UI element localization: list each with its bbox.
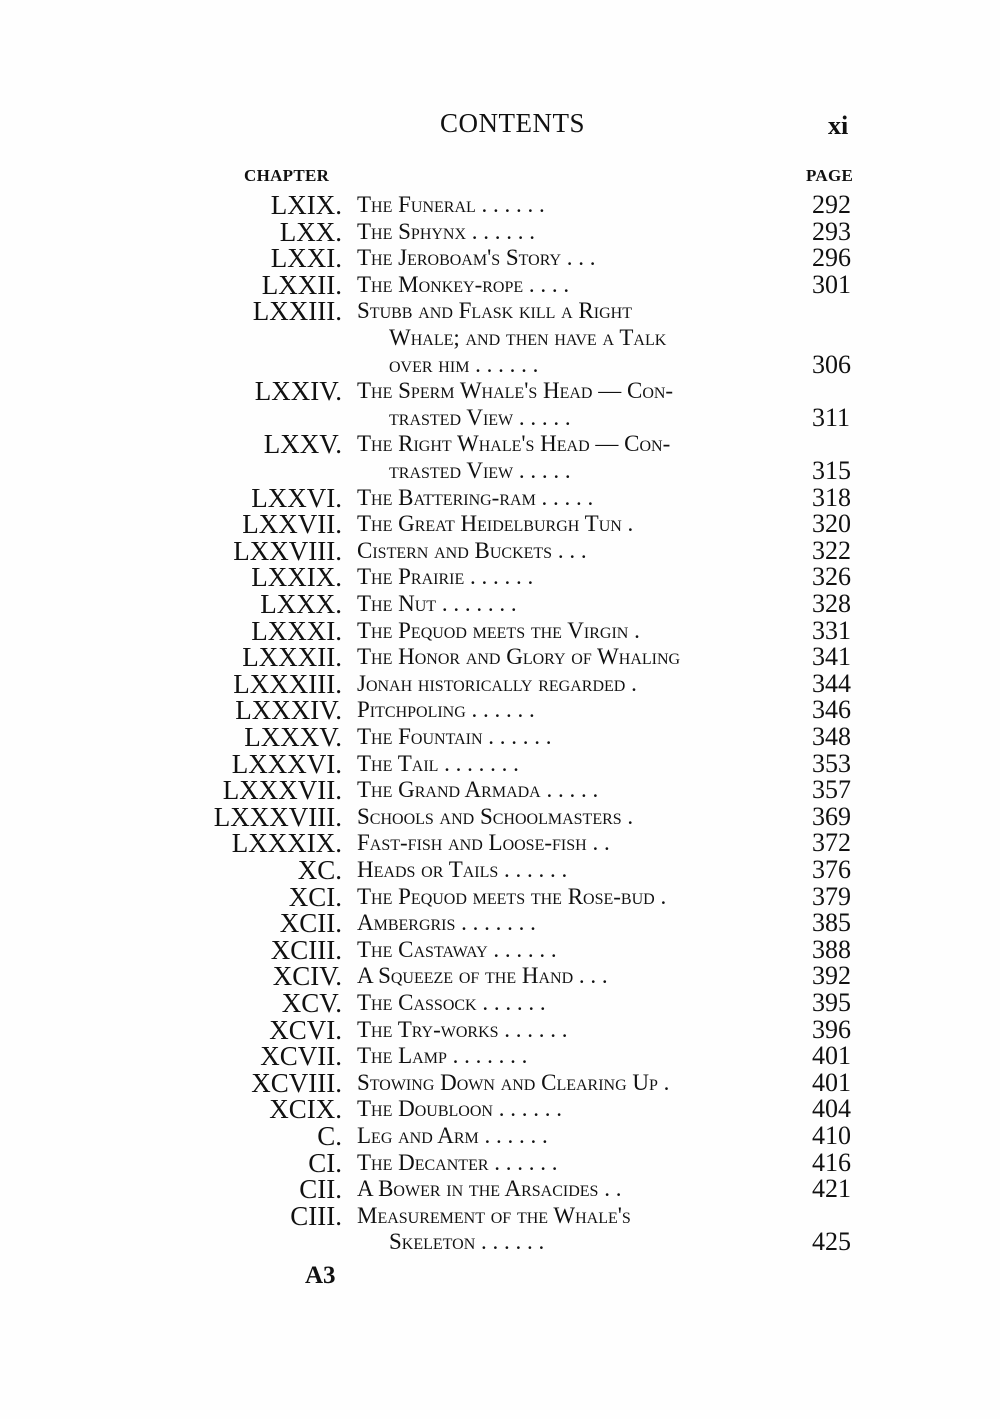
chapter-title[interactable]: trasted View . . . . . — [389, 458, 571, 483]
toc-line — [0, 1095, 1000, 1123]
page-ref: 395 — [812, 988, 851, 1017]
toc-line — [0, 617, 1000, 645]
page-ref: 425 — [812, 1227, 851, 1257]
toc-line — [0, 1228, 1000, 1256]
chapter-title[interactable]: The Sperm Whale's Head — Con- — [357, 378, 674, 404]
chapter-number: LXXIII. — [252, 296, 342, 327]
chapter-title[interactable]: Stowing Down and Clearing Up . — [357, 1069, 670, 1095]
chapter-number: XC. — [297, 855, 342, 885]
toc-line — [0, 324, 1000, 352]
toc-line — [0, 1042, 1000, 1070]
chapter-title[interactable]: Pitchpoling . . . . . . — [357, 697, 535, 723]
chapter-title[interactable]: Ambergris . . . . . . . — [357, 910, 536, 936]
chapter-number: LXXVII. — [242, 509, 342, 540]
chapter-title[interactable]: Stubb and Flask kill a Right — [357, 298, 632, 324]
running-head: CONTENTS — [440, 108, 585, 138]
chapter-title[interactable]: The Castaway . . . . . . — [357, 936, 557, 962]
chapter-number: LXXXV. — [244, 722, 342, 752]
page-ref: 296 — [812, 243, 851, 273]
page-ref: 401 — [812, 1067, 851, 1097]
page-ref: 306 — [812, 349, 851, 379]
chapter-number: LXXV. — [263, 429, 342, 460]
chapter-title[interactable]: The Honor and Glory of Whaling — [357, 644, 681, 670]
chapter-number: LXXIV. — [254, 376, 342, 407]
chapter-title[interactable]: The Monkey-rope . . . . — [357, 271, 570, 297]
toc-line — [0, 1202, 1000, 1230]
page-ref: 292 — [812, 190, 851, 219]
page-ref: 392 — [812, 961, 851, 991]
page-ref: 369 — [812, 801, 851, 831]
toc-line — [0, 776, 1000, 804]
page-ref: 311 — [812, 402, 851, 432]
toc-line — [0, 377, 1000, 405]
chapter-number: XCVII. — [260, 1041, 342, 1072]
chapter-number: LXXVI. — [251, 482, 342, 513]
page-ref: 376 — [812, 855, 851, 884]
page-ref: 385 — [812, 908, 851, 938]
page-number: xi — [828, 111, 849, 140]
chapter-title[interactable]: Skeleton . . . . . . — [389, 1229, 545, 1255]
toc-line — [0, 803, 1000, 831]
page-ref: 357 — [812, 775, 851, 805]
chapter-title[interactable]: over him . . . . . . — [389, 351, 539, 377]
chapter-column-label: CHAPTER — [244, 166, 330, 185]
page-ref: 328 — [812, 589, 851, 618]
chapter-number: XCIII. — [270, 934, 342, 965]
chapter-number: LXXXIX. — [231, 828, 342, 859]
toc-line — [0, 430, 1000, 458]
toc-line — [0, 1175, 1000, 1203]
chapter-title[interactable]: The Decanter . . . . . . — [357, 1149, 558, 1175]
chapter-number: LXXII. — [261, 269, 342, 300]
chapter-number: XCV. — [281, 988, 342, 1018]
toc-line — [0, 1069, 1000, 1097]
toc-line — [0, 643, 1000, 671]
chapter-title[interactable]: Heads or Tails . . . . . . — [357, 857, 568, 882]
chapter-title[interactable]: The Try-works . . . . . . — [357, 1016, 568, 1042]
toc-line — [0, 297, 1000, 325]
chapter-number: C. — [317, 1121, 342, 1151]
toc-line — [0, 670, 1000, 698]
chapter-number: LXXXIII. — [233, 668, 342, 699]
page-ref: 404 — [812, 1094, 851, 1124]
toc-line — [0, 829, 1000, 857]
printer-signature: A3 — [305, 1262, 336, 1289]
toc-line — [0, 218, 1000, 246]
page-ref: 331 — [812, 615, 851, 645]
toc-line — [0, 590, 1000, 618]
page-column-label: PAGE — [806, 166, 854, 185]
chapter-number: LXXIX. — [251, 562, 342, 593]
page-ref: 388 — [812, 934, 851, 964]
chapter-title[interactable]: Jonah historically regarded . — [357, 670, 637, 696]
page-ref: 318 — [812, 482, 851, 512]
chapter-title[interactable]: The Nut . . . . . . . — [357, 591, 517, 616]
chapter-title[interactable]: The Prairie . . . . . . — [357, 564, 534, 590]
chapter-number: XCVIII. — [251, 1067, 342, 1098]
page-ref: 348 — [812, 722, 851, 751]
toc-line — [0, 351, 1000, 379]
chapter-title[interactable]: The Right Whale's Head — Con- — [357, 431, 671, 457]
chapter-title[interactable]: Cistern and Buckets . . . — [357, 537, 587, 563]
toc-line — [0, 723, 1000, 751]
toc-line — [0, 563, 1000, 591]
page-ref: 416 — [812, 1147, 851, 1177]
toc-line — [0, 962, 1000, 990]
toc-line — [0, 1122, 1000, 1150]
chapter-number: XCVI. — [269, 1014, 342, 1045]
page-ref: 326 — [812, 562, 851, 592]
chapter-number: XCIV. — [272, 961, 342, 992]
page-ref: 293 — [812, 216, 851, 246]
chapter-title[interactable]: The Cassock . . . . . . — [357, 990, 546, 1015]
toc-line — [0, 271, 1000, 299]
page-ref: 322 — [812, 535, 851, 565]
toc-line — [0, 484, 1000, 512]
toc-line — [0, 404, 1000, 432]
chapter-title[interactable]: Measurement of the Whale's — [357, 1202, 631, 1228]
chapter-title[interactable]: A Bower in the Arsacides . . — [357, 1176, 622, 1202]
chapter-number: LXXI. — [270, 243, 342, 274]
chapter-title[interactable]: The Grand Armada . . . . . — [357, 777, 599, 803]
toc-line — [0, 696, 1000, 724]
page-ref: 379 — [812, 881, 851, 911]
chapter-title[interactable]: The Tail . . . . . . . — [357, 750, 519, 776]
toc-line — [0, 750, 1000, 778]
chapter-title[interactable]: Fast-fish and Loose-fish . . — [357, 830, 610, 856]
chapter-number: LXXVIII. — [233, 535, 342, 566]
page-ref: 353 — [812, 748, 851, 778]
toc-line — [0, 244, 1000, 272]
toc-line — [0, 191, 1000, 219]
toc-line — [0, 856, 1000, 884]
page-ref: 315 — [812, 456, 851, 485]
page-ref: 401 — [812, 1041, 851, 1071]
page-ref: 301 — [812, 269, 851, 299]
chapter-number: XCI. — [288, 881, 342, 912]
chapter-title[interactable]: trasted View . . . . . — [389, 404, 571, 430]
toc-line — [0, 936, 1000, 964]
chapter-title[interactable]: The Doubloon . . . . . . — [357, 1096, 562, 1122]
page-ref: 396 — [812, 1014, 851, 1044]
toc-line — [0, 883, 1000, 911]
chapter-title[interactable]: The Fountain . . . . . . — [357, 724, 552, 749]
page-ref: 320 — [812, 509, 851, 539]
chapter-title[interactable]: The Pequod meets the Virgin . — [357, 617, 640, 643]
chapter-number: LXXXIV. — [235, 695, 342, 726]
chapter-title[interactable]: The Lamp . . . . . . . — [357, 1043, 528, 1069]
chapter-number: LXXXVIII. — [213, 801, 342, 832]
chapter-number: CIII. — [290, 1200, 342, 1231]
page-ref: 346 — [812, 695, 851, 725]
chapter-title[interactable]: The Funeral . . . . . . — [357, 192, 545, 217]
chapter-title[interactable]: Leg and Arm . . . . . . — [357, 1123, 548, 1148]
page-ref: 410 — [812, 1121, 851, 1150]
toc-line — [0, 909, 1000, 937]
chapter-title[interactable]: The Sphynx . . . . . . — [357, 218, 536, 244]
page-ref: 372 — [812, 828, 851, 858]
chapter-number: LXIX. — [270, 190, 342, 220]
chapter-number: XCII. — [279, 908, 342, 939]
toc-line — [0, 1016, 1000, 1044]
toc-line — [0, 537, 1000, 565]
chapter-title[interactable]: Whale; and then have a Talk — [389, 325, 667, 350]
chapter-number: LXXX. — [260, 589, 342, 619]
chapter-title[interactable]: The Battering-ram . . . . . — [357, 484, 594, 510]
toc-line — [0, 510, 1000, 538]
page-ref: 421 — [812, 1174, 851, 1204]
chapter-number: LXXXI. — [251, 615, 342, 646]
chapter-title[interactable]: The Pequod meets the Rose-bud . — [357, 883, 667, 909]
toc-line — [0, 1149, 1000, 1177]
chapter-title[interactable]: A Squeeze of the Hand . . . — [357, 963, 608, 989]
chapter-title[interactable]: Schools and Schoolmasters . — [357, 803, 634, 829]
chapter-number: LXXXVII. — [222, 775, 342, 806]
chapter-number: CII. — [299, 1174, 342, 1205]
toc-line — [0, 457, 1000, 485]
page-ref: 341 — [812, 642, 851, 672]
chapter-number: LXXXVI. — [231, 748, 342, 779]
page-ref: 344 — [812, 668, 851, 698]
toc-line — [0, 989, 1000, 1017]
chapter-number: LXX. — [279, 216, 342, 247]
chapter-title[interactable]: The Great Heidelburgh Tun . — [357, 511, 634, 537]
chapter-number: XCIX. — [269, 1094, 342, 1125]
chapter-number: LXXXII. — [242, 642, 342, 673]
chapter-number: CI. — [308, 1147, 342, 1178]
chapter-title[interactable]: The Jeroboam's Story . . . — [357, 245, 596, 271]
